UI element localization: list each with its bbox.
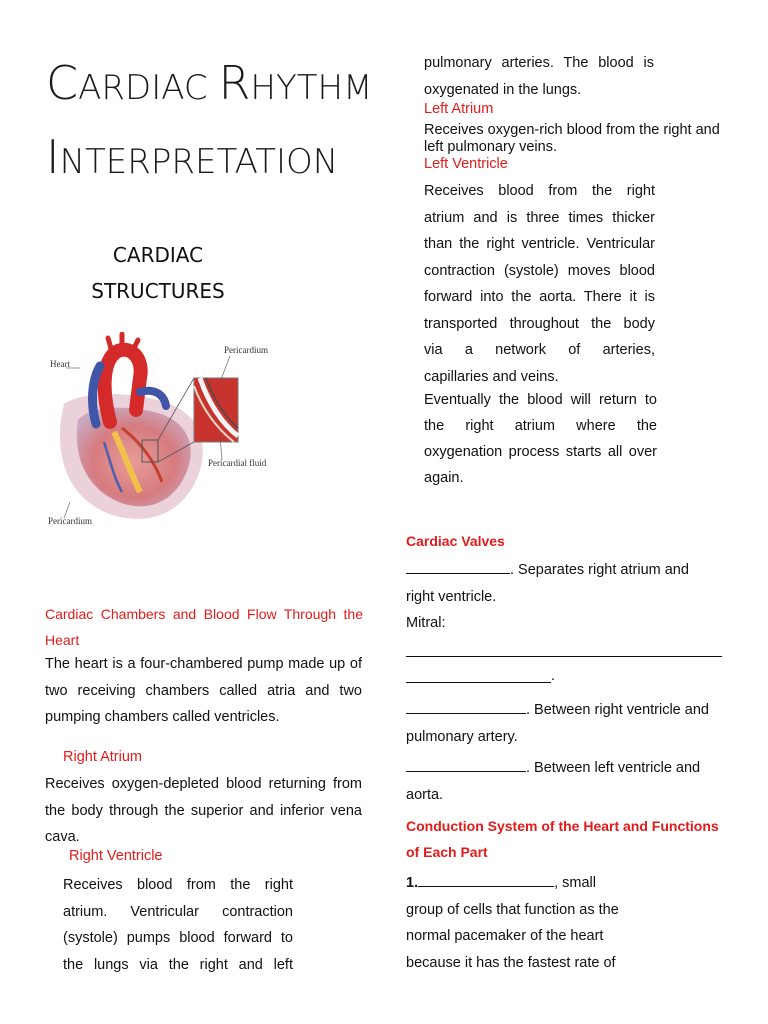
text-line: oxygenation process starts all over	[424, 444, 657, 460]
valve-line	[406, 697, 722, 724]
answer-blank[interactable]	[418, 872, 554, 887]
text-line: pulmonary arteries. The blood is	[424, 55, 654, 71]
text-line: left pulmonary veins.	[424, 139, 557, 155]
text-line: Eventually the blood will return to	[424, 392, 657, 408]
valve-item-3	[406, 697, 722, 751]
mitral-label: Mitral:	[406, 615, 446, 631]
text-line: (systole) pumps blood forward to	[63, 930, 293, 946]
text-line: than the right ventricle. Ventricular	[424, 236, 655, 252]
answer-blank[interactable]	[406, 699, 526, 714]
right-atrium-paragraph	[45, 771, 362, 851]
left-atrium-paragraph	[424, 122, 724, 156]
figure-label-pericardium: Pericardium	[48, 516, 92, 526]
figure-label-pericardial-fluid: Pericardial fluid	[208, 458, 267, 468]
text-line: group of cells that function as the	[406, 901, 619, 918]
text-line: the lungs via the right and left	[63, 956, 293, 973]
right-ventricle-heading: Right Ventricle	[69, 848, 163, 864]
valve-line	[406, 557, 722, 584]
heading-line: Cardiac Chambers and Blood Flow Through the	[45, 606, 363, 622]
title-initial: I	[46, 130, 60, 184]
title-text: NTERPRETATION	[59, 142, 339, 182]
text-line: Receives oxygen-depleted blood returning from	[45, 776, 362, 792]
right-atrium-heading: Right Atrium	[63, 749, 142, 765]
chambers-heading	[45, 601, 363, 653]
conduction-line	[406, 870, 646, 897]
valve-text: . Between left ventricle and	[526, 760, 701, 776]
conduction-item-1	[406, 870, 646, 976]
figure-label-heart: Heart	[50, 359, 70, 369]
figure-label-pericardium: Pericardium	[224, 345, 268, 355]
text-line: the right atrium where the	[424, 418, 657, 434]
heart-pericardium-figure	[44, 332, 276, 528]
eventually-paragraph	[424, 387, 657, 491]
left-atrium-heading: Left Atrium	[424, 101, 494, 117]
valve-item-1	[406, 557, 722, 611]
section-subtitle	[38, 237, 278, 309]
text-line: pulmonary artery.	[406, 729, 518, 745]
text-line: Receives oxygen-rich blood from the right and	[424, 122, 720, 138]
chambers-intro-paragraph	[45, 651, 362, 731]
period: .	[551, 668, 556, 684]
valve-item-4	[406, 755, 722, 809]
heart-illustration	[44, 332, 276, 528]
answer-blank[interactable]	[406, 559, 510, 574]
text-line: aorta.	[406, 787, 444, 803]
title-initial: C	[46, 56, 79, 110]
text-line: because it has the fastest rate of	[406, 954, 616, 971]
text-line: forward into the aorta. There it is	[424, 289, 655, 305]
conduction-heading	[406, 813, 719, 865]
text-line: normal pacemaker of the heart	[406, 928, 604, 944]
conduction-text: , small	[554, 875, 596, 891]
page-title-line-1	[46, 56, 372, 110]
text-line: pumping chambers called ventricles.	[45, 709, 280, 725]
pulmonary-continuation-paragraph	[424, 50, 654, 103]
item-number: 1.	[406, 875, 419, 891]
subtitle-line: STRUCTURES	[91, 279, 225, 303]
answer-blank[interactable]	[406, 757, 526, 772]
answer-blank-line[interactable]	[406, 682, 551, 683]
valve-text: . Between right ventricle and	[526, 702, 709, 718]
heading-line: Conduction System of the Heart and Functions	[406, 818, 719, 834]
title-text: HYTHM	[250, 68, 373, 108]
right-ventricle-paragraph	[63, 872, 293, 978]
cardiac-valves-heading: Cardiac Valves	[406, 533, 505, 549]
text-line: transported throughout the body	[424, 315, 655, 332]
heading-line: of Each Part	[406, 844, 488, 860]
text-line: atrium and is three times thicker	[424, 209, 655, 226]
text-line: right ventricle.	[406, 589, 497, 605]
text-line: Receives blood from the right	[63, 877, 293, 893]
heading-line: Heart	[45, 632, 80, 648]
text-line: capillaries and veins.	[424, 368, 559, 385]
text-line: Receives blood from the right	[424, 183, 655, 199]
text-line: contraction (systole) moves blood	[424, 262, 655, 279]
text-line: atrium. Ventricular contraction	[63, 903, 293, 920]
left-ventricle-heading: Left Ventricle	[424, 156, 508, 172]
text-line: two receiving chambers called atria and two	[45, 682, 362, 699]
text-line: oxygenated in the lungs.	[424, 81, 582, 98]
title-initial: R	[218, 56, 251, 110]
valve-line	[406, 755, 722, 782]
subtitle-line: CARDIAC	[112, 243, 204, 267]
text-line: the body through the superior and inferior vena	[45, 802, 362, 819]
answer-blank-line[interactable]	[406, 656, 722, 657]
text-line: cava.	[45, 829, 80, 845]
left-ventricle-paragraph	[424, 178, 655, 390]
valve-text: . Separates right atrium and	[510, 562, 689, 578]
text-line: again.	[424, 470, 464, 486]
title-text: ARDIAC	[78, 68, 219, 108]
text-line: via a network of arteries,	[424, 342, 655, 358]
text-line: The heart is a four-chambered pump made up of	[45, 656, 362, 672]
page-title-line-2	[46, 130, 338, 184]
